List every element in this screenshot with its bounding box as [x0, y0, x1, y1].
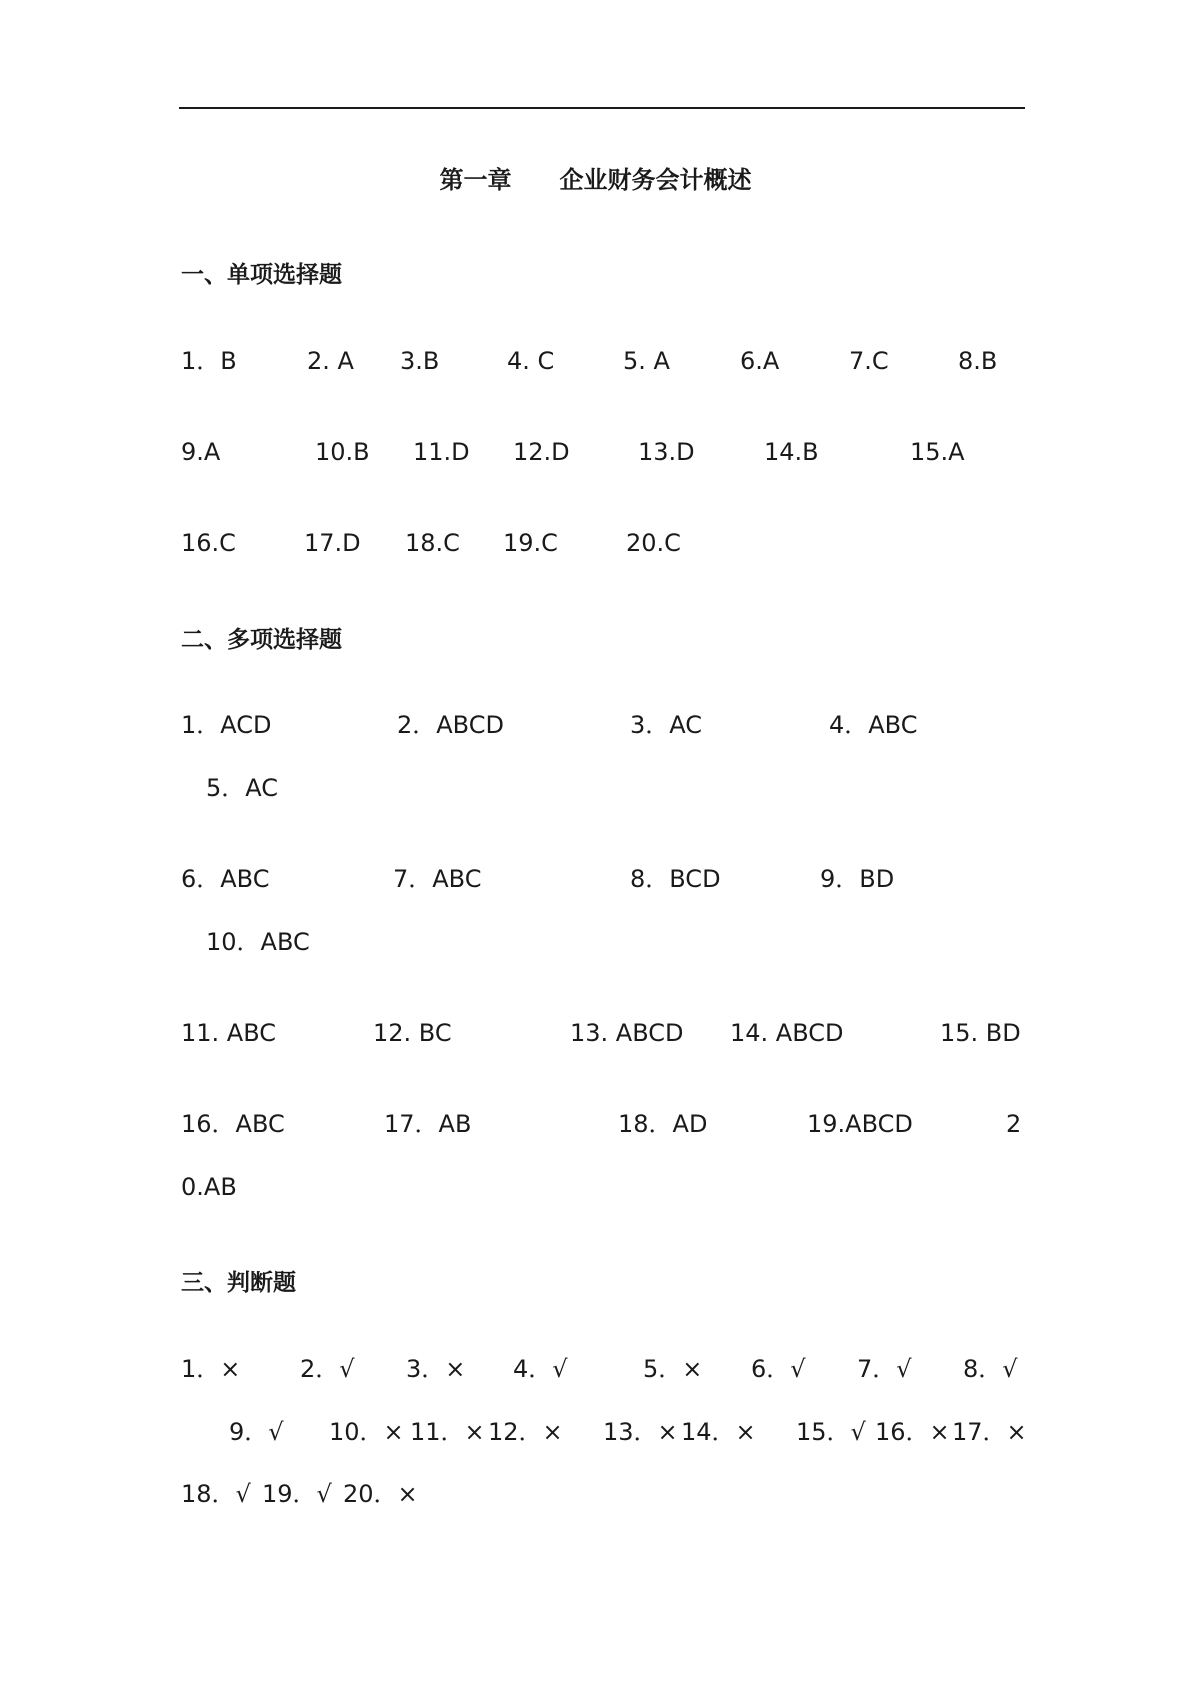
answer-item: 8.B	[958, 347, 998, 375]
header-rule	[179, 107, 1025, 109]
answer-item: 8．BCD	[630, 865, 721, 893]
answer-item: 14．×	[681, 1418, 756, 1446]
answer-item: 20.C	[626, 529, 681, 557]
answer-item: 16．ABC	[181, 1110, 285, 1138]
answer-item: 17．×	[952, 1418, 1027, 1446]
answer-item: 10．×	[329, 1418, 404, 1446]
answer-item: 1．×	[181, 1355, 241, 1383]
answer-item: 10.B	[315, 438, 370, 466]
answer-item: 4. C	[507, 347, 555, 375]
answer-item: 6．√	[751, 1355, 806, 1383]
answer-item: 13．×	[603, 1418, 678, 1446]
section-heading-single-choice: 一、单项选择题	[181, 262, 342, 288]
answer-item: 14. ABCD	[730, 1019, 844, 1047]
answer-item: 1．B	[181, 347, 237, 375]
answer-item: 7．ABC	[393, 865, 482, 893]
answer-item: 3．AC	[630, 711, 703, 739]
answer-item: 4．ABC	[829, 711, 918, 739]
section-heading-true-false: 三、判断题	[181, 1270, 296, 1296]
answer-item: 18．√	[181, 1480, 251, 1508]
answer-item: 7．√	[857, 1355, 912, 1383]
answer-item: 2．ABCD	[397, 711, 504, 739]
answer-item: 15．√	[796, 1418, 866, 1446]
answer-item: 13. ABCD	[570, 1019, 684, 1047]
answer-item: 12. BC	[373, 1019, 452, 1047]
answer-item: 19.ABCD	[807, 1110, 913, 1138]
answer-item: 11.D	[413, 438, 470, 466]
answer-item: 13.D	[638, 438, 695, 466]
answer-item: 12．×	[488, 1418, 563, 1446]
answer-item: 3.B	[400, 347, 440, 375]
answer-item: 6.A	[740, 347, 780, 375]
answer-item: 17．AB	[384, 1110, 472, 1138]
answer-item: 2. A	[307, 347, 354, 375]
answer-item: 10．ABC	[206, 928, 310, 956]
answer-item: 16．×	[875, 1418, 950, 1446]
answer-item: 19.C	[503, 529, 558, 557]
answer-item: 0.AB	[181, 1173, 237, 1201]
answer-item: 16.C	[181, 529, 236, 557]
answer-item: 4．√	[513, 1355, 568, 1383]
answer-item: 11. ABC	[181, 1019, 277, 1047]
answer-item: 15. BD	[940, 1019, 1021, 1047]
answer-item: 9．BD	[820, 865, 895, 893]
answer-item: 17.D	[304, 529, 361, 557]
answer-item: 9.A	[181, 438, 221, 466]
answer-item: 5．AC	[206, 774, 279, 802]
answer-item: 2．√	[300, 1355, 355, 1383]
answer-item: 5．×	[643, 1355, 703, 1383]
chapter-title: 第一章 企业财务会计概述	[439, 166, 752, 194]
answer-item: 20．×	[343, 1480, 418, 1508]
answer-item: 1．ACD	[181, 711, 272, 739]
answer-item: 18.C	[405, 529, 460, 557]
section-heading-multiple-choice: 二、多项选择题	[181, 627, 342, 653]
answer-item: 18．AD	[618, 1110, 708, 1138]
answer-item: 14.B	[764, 438, 819, 466]
answer-item: 5. A	[623, 347, 670, 375]
answer-item: 8．√	[963, 1355, 1018, 1383]
answer-item: 11．×	[410, 1418, 485, 1446]
answer-item: 6．ABC	[181, 865, 270, 893]
answer-item: 3．×	[406, 1355, 466, 1383]
answer-item: 15.A	[910, 438, 965, 466]
answer-item: 9．√	[229, 1418, 284, 1446]
answer-item: 7.C	[849, 347, 889, 375]
answer-item: 19．√	[262, 1480, 332, 1508]
answer-item: 12.D	[513, 438, 570, 466]
answer-item: 2	[1006, 1110, 1022, 1138]
